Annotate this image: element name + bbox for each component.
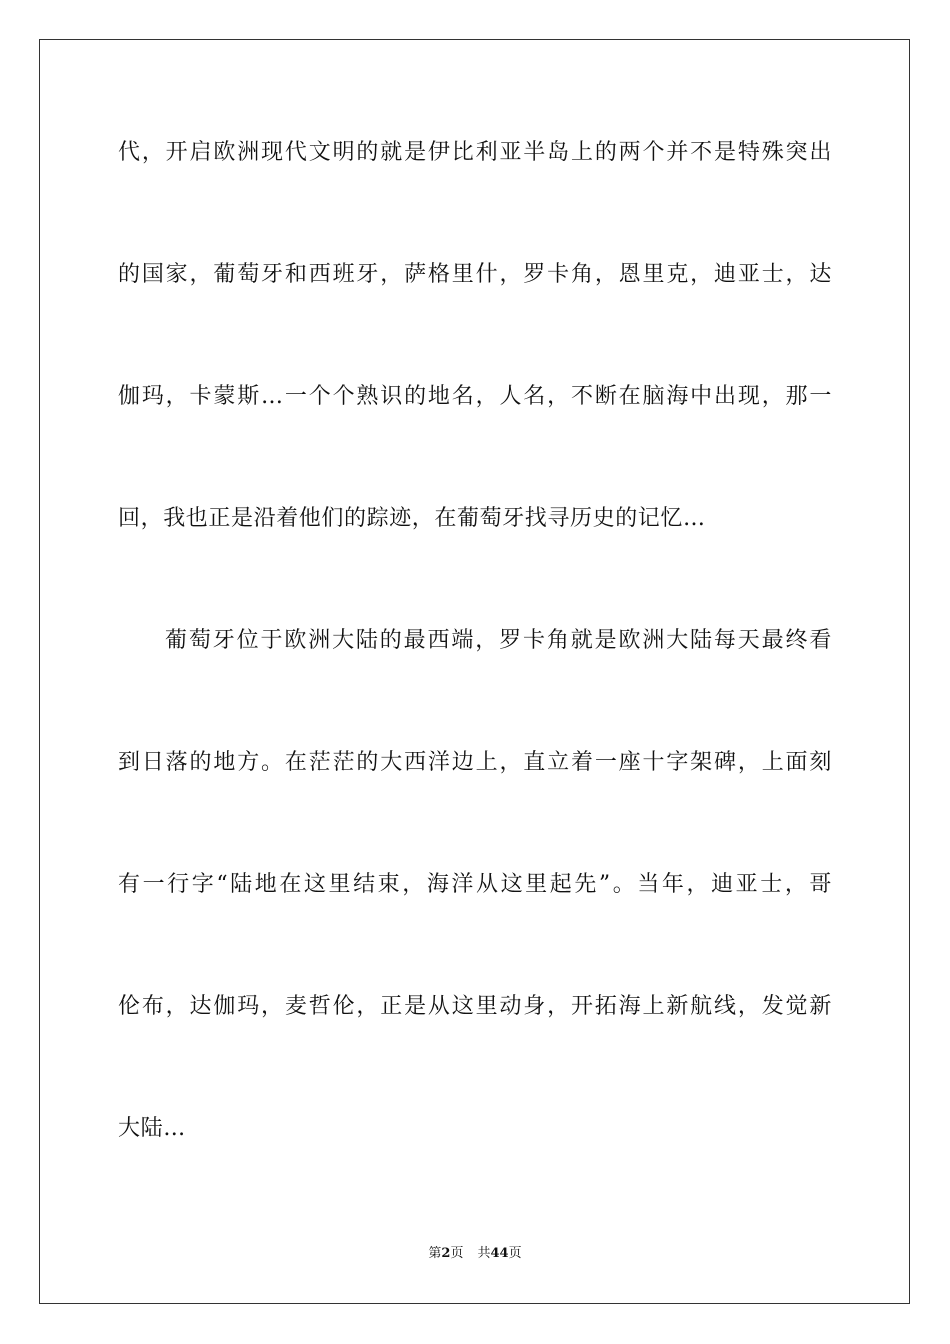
- text-line-indented: 葡萄牙位于欧洲大陆的最西端，罗卡角就是欧洲大陆每天最终看: [165, 628, 832, 653]
- footer-page-suffix: 页: [450, 1246, 464, 1261]
- page-footer: [0, 1246, 950, 1262]
- text-line: 代，开启欧洲现代文明的就是伊比利亚半岛上的两个并不是特殊突出: [118, 140, 832, 165]
- footer-total-suffix: 页: [508, 1246, 522, 1261]
- text-line: 伦布，达伽玛，麦哲伦，正是从这里动身，开拓海上新航线，发觉新: [118, 994, 832, 1019]
- footer-page-prefix: 第: [428, 1246, 442, 1261]
- text-line: 到日落的地方。在茫茫的大西洋边上，直立着一座十字架碑，上面刻: [118, 750, 832, 775]
- text-line: 大陆…: [118, 1116, 186, 1141]
- footer-total-pages: 44: [490, 1246, 509, 1261]
- text-line: 伽玛，卡蒙斯…一个个熟识的地名，人名，不断在脑海中出现，那一: [118, 384, 832, 409]
- text-line: 回，我也正是沿着他们的踪迹，在葡萄牙找寻历史的记忆…: [118, 506, 706, 531]
- footer-page-number: 2: [441, 1246, 451, 1261]
- text-line: 的国家，葡萄牙和西班牙，萨格里什，罗卡角，恩里克，迪亚士，达: [118, 262, 832, 287]
- text-line: 有一行字“陆地在这里结束，海洋从这里起先”。当年，迪亚士，哥: [118, 872, 832, 897]
- footer-total-prefix: 共: [477, 1246, 491, 1261]
